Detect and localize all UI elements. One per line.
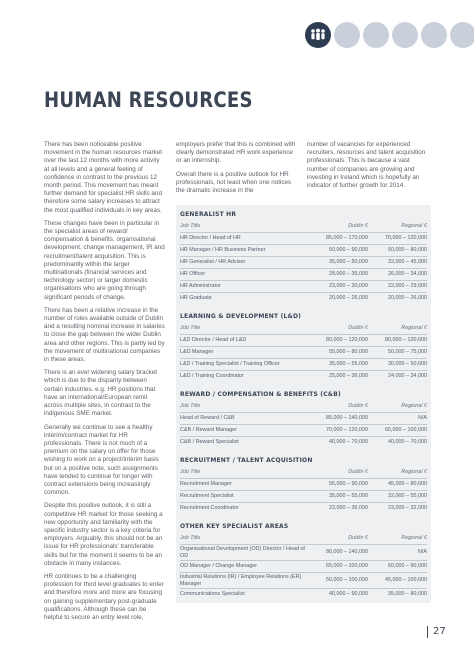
table-row: [180, 502, 427, 514]
table-cell: L&D / Training Specialist / Training Officer: [180, 361, 280, 367]
table-cell: 40,000 – 90,000: [329, 591, 368, 597]
column-header: Job Title: [180, 403, 201, 409]
column-header: Dublin €: [348, 535, 368, 541]
paragraph: HR continues to be a challenging profession for third level graduates to enter and therefore more and more are focusing on gaining supplementary post-graduate qualifications. Although these can be helpful to secure an entry level role,: [44, 572, 164, 621]
table-cell: 23,000 – 30,000: [329, 283, 368, 289]
table-cell: 20,000 – 26,000: [388, 295, 427, 301]
table-cell: OD Manager / Change Manager: [180, 563, 258, 569]
table-cell: 22,000 – 29,000: [388, 283, 427, 289]
paragraph: Overall there is a positive outlook for HR professionals, not least when one notices the dramatic increase in the: [176, 170, 292, 195]
table-row: [180, 244, 427, 256]
table-cell: 20,000 – 26,000: [329, 295, 368, 301]
table-row: [180, 358, 427, 370]
column-header: Job Title: [180, 223, 201, 229]
column-header: Job Title: [180, 469, 201, 475]
paragraph: employers prefer that this is combined with clearly demonstrated HR work experience or an internship.: [176, 141, 296, 165]
column-header: Dublin €: [348, 223, 368, 229]
table-cell: 23,000 – 32,000: [388, 505, 427, 511]
table-row: [180, 292, 427, 304]
table-header-row: [180, 221, 427, 232]
table-cell: 55,000 – 80,000: [329, 349, 368, 355]
circle-icon[interactable]: [334, 22, 360, 48]
column-header: Job Title: [180, 535, 201, 541]
table-cell: 30,000 – 50,000: [388, 361, 427, 367]
table-cell: Organisational Development (OD) Director / Head of OD: [180, 546, 305, 559]
table-title: REWARD / COMPENSATION & BENEFITS (C&B): [180, 391, 341, 398]
column-header: Dublin €: [348, 325, 368, 331]
table-cell: 24,000 – 34,000: [388, 373, 427, 379]
table-cell: 50,000 – 75,000: [388, 349, 427, 355]
column-header: Regional €: [401, 223, 427, 229]
salary-tables: [176, 205, 431, 603]
table-cell: HR Administrator: [180, 283, 221, 289]
table-row: [180, 572, 427, 588]
table-row: [180, 424, 427, 436]
table-cell: 28,000 – 35,000: [329, 271, 368, 277]
table-row: [180, 478, 427, 490]
table-cell: 40,000 – 70,000: [388, 439, 427, 445]
table-title: OTHER KEY SPECIALIST AREAS: [180, 523, 289, 530]
table-cell: 55,000 – 90,000: [329, 481, 368, 487]
salary-table: [176, 455, 431, 517]
table-cell: 80,000 – 120,000: [326, 337, 368, 343]
column-header: Regional €: [401, 469, 427, 475]
table-cell: 85,000 – 140,000: [326, 415, 368, 421]
salary-table: [176, 209, 431, 307]
table-cell: 60,000 – 90,000: [388, 563, 427, 569]
table-cell: C&B / Reward Manager: [180, 427, 237, 433]
table-row: [180, 268, 427, 280]
table-header-row: [180, 533, 427, 544]
section-nav: [305, 22, 474, 48]
body-column-3: [307, 141, 431, 195]
table-cell: Industrial Relations (IR) / Employee Relations (ER) Manager: [180, 574, 302, 587]
table-cell: 70,000 – 120,000: [326, 427, 368, 433]
table-row: [180, 560, 427, 572]
table-cell: 26,000 – 34,000: [388, 271, 427, 277]
paragraph: number of vacancies for experienced recruiters, resources and talent acquisition professionals. This is because a vast number of companies are growing and investing in Ireland which is hopefully an indicator of further growth for 2014.: [307, 141, 426, 190]
table-cell: N/A: [418, 549, 427, 556]
table-cell: Head of Reward / C&B: [180, 415, 235, 421]
table-row: [180, 490, 427, 502]
table-row: [180, 544, 427, 560]
paragraph: These changes have been in particular in the specialist areas of reward/ compensation & benefits, organisational development, change management, IR and recruitment/talent acquisition. This is predominantly within the larger multinationals (financial services and technology sector) or larger domestic organisations who are going through significant periods of change.: [44, 219, 165, 301]
people-icon[interactable]: [305, 22, 331, 48]
column-header: Job Title: [180, 325, 201, 331]
table-row: [180, 412, 427, 424]
table-cell: 40,000 – 70,000: [329, 439, 368, 445]
column-header: Regional €: [401, 403, 427, 409]
table-row: [180, 436, 427, 448]
circle-icon[interactable]: [450, 22, 474, 48]
table-cell: 50,000 – 80,000: [388, 247, 427, 253]
table-cell: 50,000 – 100,000: [326, 577, 368, 584]
table-cell: L&D / Training Coordinator: [180, 373, 244, 379]
table-cell: 25,000 – 36,000: [329, 373, 368, 379]
table-cell: 65,000 – 100,000: [385, 427, 427, 433]
table-row: [180, 280, 427, 292]
table-row: [180, 588, 427, 600]
table-cell: HR Director / Head of HR: [180, 235, 241, 241]
paragraph: There has been noticeable positive movement in the human resources market over the last 12 months with more activity at all levels and a general feeling of confidence in contrast to the previous 12 month period. This movement has meant further demand for specialist HR skills and therefore some salary increases to attract the most qualified individuals in key areas.: [44, 141, 162, 214]
column-header: Dublin €: [348, 469, 368, 475]
table-title: LEARNING & DEVELOPMENT (L&D): [180, 313, 302, 320]
table-title: RECRUITMENT / TALENT ACQUISITION: [180, 457, 313, 464]
table-cell: 80,000 – 140,000: [326, 549, 368, 556]
table-cell: N/A: [418, 415, 427, 421]
page-title: HUMAN RESOURCES: [44, 88, 253, 112]
table-cell: Recruitment Specialist: [180, 493, 234, 499]
paragraph: There has been a relative increase in the number of roles available outside of Dublin and a resulting nominal increase in salaries to close the gap between the wider Dublin area and other regions. This is partly led by the movement of multinational companies in these areas.: [44, 306, 165, 364]
page-number: 27: [427, 626, 446, 638]
table-title: GENERALIST HR: [180, 211, 237, 218]
table-cell: 23,000 – 36,000: [329, 505, 368, 511]
table-cell: 45,000 – 80,000: [388, 481, 427, 487]
table-cell: HR Generalist / HR Advisor: [180, 259, 246, 265]
circle-icon[interactable]: [392, 22, 418, 48]
table-row: [180, 256, 427, 268]
table-cell: L&D Director / Head of L&D: [180, 337, 247, 343]
table-row: [180, 232, 427, 244]
table-cell: Recruitment Manager: [180, 481, 232, 487]
table-cell: 35,000 – 50,000: [329, 259, 368, 265]
table-cell: 85,000 – 170,000: [326, 235, 368, 241]
table-cell: 45,000 – 100,000: [385, 577, 427, 584]
table-cell: 35,000 – 55,000: [329, 493, 368, 499]
body-column-2: [176, 141, 298, 200]
table-cell: HR Graduate: [180, 295, 212, 301]
paragraph: There is an ever widening salary bracket which is due to the disparity between certain industries. e.g. HR positions that have an international/European remit across multiple sites, in contrast to the indigenous SME market.: [44, 369, 158, 418]
paragraph: Despite this positive outlook, it is still a competitive HR market for those seeking a new opportunity and familiarity with the specific industry sector is a key criteria for employers. Arguably, this should not be an issue for HR professionals' transferable skills but for the moment it seems to be an obstacle in many instances.: [44, 502, 163, 567]
table-header-row: [180, 467, 427, 478]
table-row: [180, 334, 427, 346]
circle-icon[interactable]: [421, 22, 447, 48]
table-cell: 35,000 – 80,000: [388, 591, 427, 597]
salary-table: [176, 311, 431, 385]
column-header: Dublin €: [348, 403, 368, 409]
table-cell: 65,000 – 100,000: [326, 563, 368, 569]
table-cell: C&B / Reward Specialist: [180, 439, 239, 445]
table-cell: 50,000 – 90,000: [329, 247, 368, 253]
table-cell: HR Officer: [180, 271, 206, 277]
table-cell: Communications Specialist: [180, 591, 245, 597]
column-header: Regional €: [401, 535, 427, 541]
table-cell: 32,000 – 55,000: [388, 493, 427, 499]
table-cell: 70,000 – 120,000: [385, 235, 427, 241]
salary-table: [176, 389, 431, 451]
table-cell: L&D Manager: [180, 349, 214, 355]
table-row: [180, 370, 427, 382]
table-header-row: [180, 323, 427, 334]
table-cell: 32,000 – 45,000: [388, 259, 427, 265]
circle-icon[interactable]: [363, 22, 389, 48]
table-header-row: [180, 401, 427, 412]
table-cell: 80,000 – 120,000: [385, 337, 427, 343]
salary-table: [176, 521, 431, 603]
paragraph: Generally we continue to see a healthy interim/contract market for HR professionals. There is not much of a premium on the salary on offer for those wishing to work on a project/interim basis but on a positive note, such assignments have tended to continue for longer with contract extensions being increasingly common.: [44, 423, 159, 497]
table-row: [180, 346, 427, 358]
table-cell: 35,000 – 55,000: [329, 361, 368, 367]
table-cell: Recruitment Coordinator: [180, 505, 239, 511]
column-header: Regional €: [401, 325, 427, 331]
body-column-1: [44, 141, 166, 627]
table-cell: HR Manager / HR Business Partner: [180, 247, 266, 253]
